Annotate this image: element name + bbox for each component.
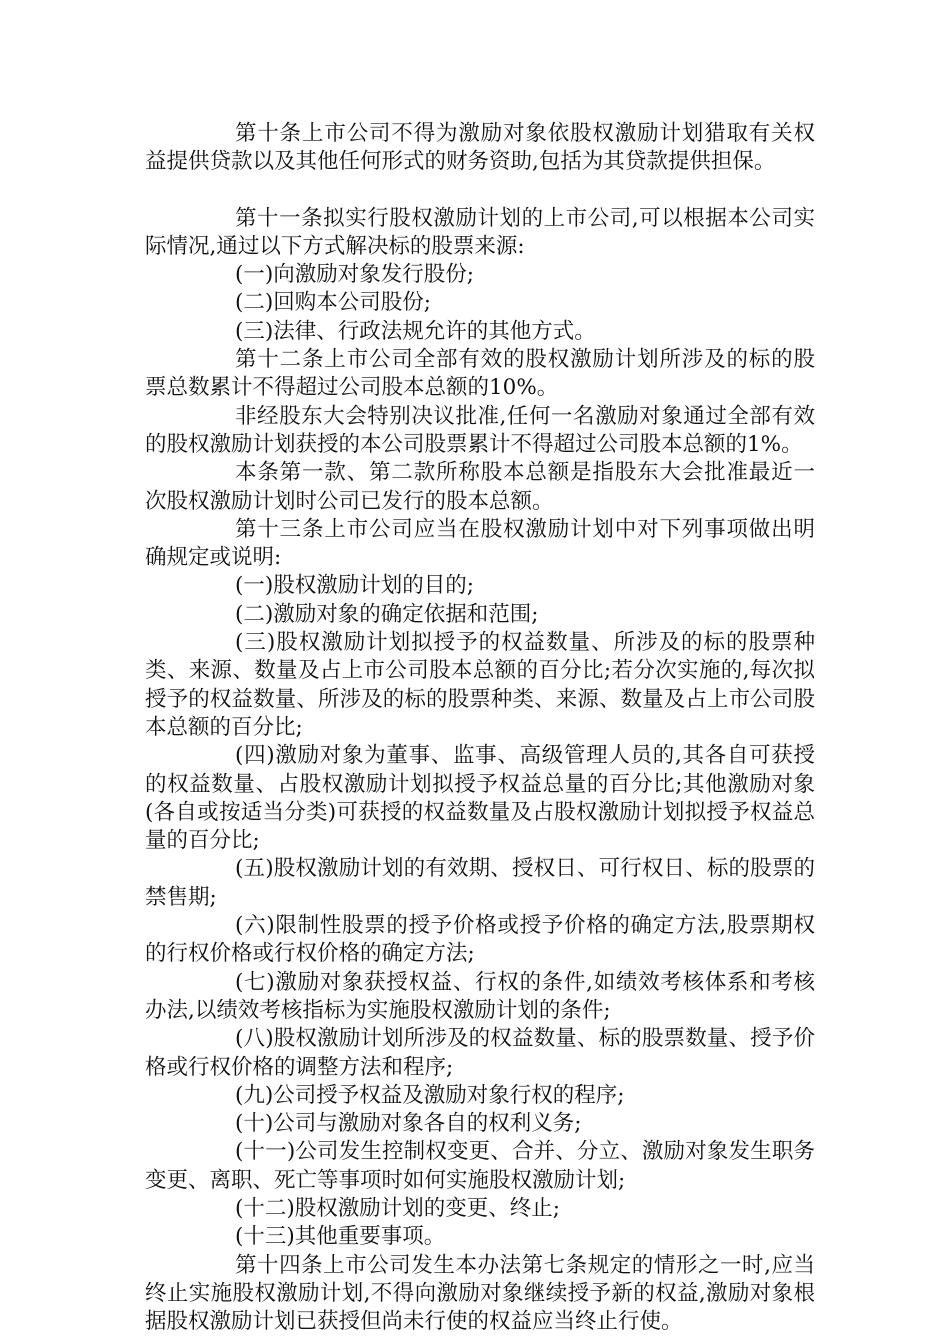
- article-13-item-8: (八)股权激励计划所涉及的权益数量、标的股票数量、授予价格或行权价格的调整方法和程序;: [145, 1026, 815, 1080]
- article-13-item-7: (七)激励对象获授权益、行权的条件,如绩效考核体系和考核办法,以绩效考核指标为实施股权激励计划的条件;: [145, 969, 815, 1023]
- paragraph-spacer: [145, 177, 815, 205]
- article-11-item-2: (二)回购本公司股份;: [235, 290, 432, 316]
- article-13-item-12: (十二)股权激励计划的变更、终止;: [235, 1195, 561, 1221]
- article-12-paragraph-2: 非经股东大会特别决议批准,任何一名激励对象通过全部有效的股权激励计划获授的本公司股票累计不得超过公司股本总额的1%。: [145, 403, 815, 457]
- article-12-paragraph-3: 本条第一款、第二款所称股本总额是指股东大会批准最近一次股权激励计划时公司已发行的股本总额。: [145, 460, 815, 514]
- article-13-item-5: (五)股权激励计划的有效期、授权日、可行权日、标的股票的禁售期;: [145, 856, 815, 910]
- article-13-item-10: (十)公司与激励对象各自的权利义务;: [235, 1111, 582, 1137]
- article-11-item-3: (三)法律、行政法规允许的其他方式。: [235, 318, 596, 344]
- article-12-paragraph: 第十二条上市公司全部有效的股权激励计划所涉及的标的股票总数累计不得超过公司股本总额的10%。: [145, 347, 815, 401]
- article-13-item-1: (一)股权激励计划的目的;: [235, 573, 475, 599]
- document-page: [145, 120, 815, 1336]
- article-13-item-2: (二)激励对象的确定依据和范围;: [235, 601, 539, 627]
- article-13-item-11: (十一)公司发生控制权变更、合并、分立、激励对象发生职务变更、离职、死亡等事项时如何实施股权激励计划;: [145, 1139, 815, 1193]
- article-13-item-4: (四)激励对象为董事、监事、高级管理人员的,其各自可获授的权益数量、占股权激励计划拟授予权益总量的百分比;其他激励对象(各自或按适当分类)可获授的权益数量及占股权激励计划拟授予权益总量的百分比;: [145, 743, 815, 854]
- article-11-item-1: (一)向激励对象发行股份;: [235, 262, 475, 288]
- article-13-item-3: (三)股权激励计划拟授予的权益数量、所涉及的标的股票种类、来源、数量及占上市公司股本总额的百分比;若分次实施的,每次拟授予的权益数量、所涉及的标的股票种类、来源、数量及占上市公司股本总额的百分比;: [145, 630, 815, 740]
- article-14-paragraph: 第十四条上市公司发生本办法第七条规定的情形之一时,应当终止实施股权激励计划,不得向激励对象继续授予新的权益,激励对象根据股权激励计划已获授但尚未行使的权益应当终止行使。: [145, 1252, 815, 1335]
- article-10-paragraph: 第十条上市公司不得为激励对象依股权激励计划猎取有关权益提供贷款以及其他任何形式的财务资助,包括为其贷款提供担保。: [145, 121, 815, 175]
- article-13-item-13: (十三)其他重要事项。: [235, 1224, 446, 1250]
- article-11-paragraph: 第十一条拟实行股权激励计划的上市公司,可以根据本公司实际情况,通过以下方式解决标的股票来源:: [145, 205, 815, 259]
- article-13-item-6: (六)限制性股票的授予价格或授予价格的确定方法,股票期权的行权价格或行权价格的确定方法;: [145, 913, 815, 967]
- article-13-paragraph: 第十三条上市公司应当在股权激励计划中对下列事项做出明确规定或说明:: [145, 516, 815, 571]
- article-13-item-9: (九)公司授予权益及激励对象行权的程序;: [235, 1082, 625, 1108]
